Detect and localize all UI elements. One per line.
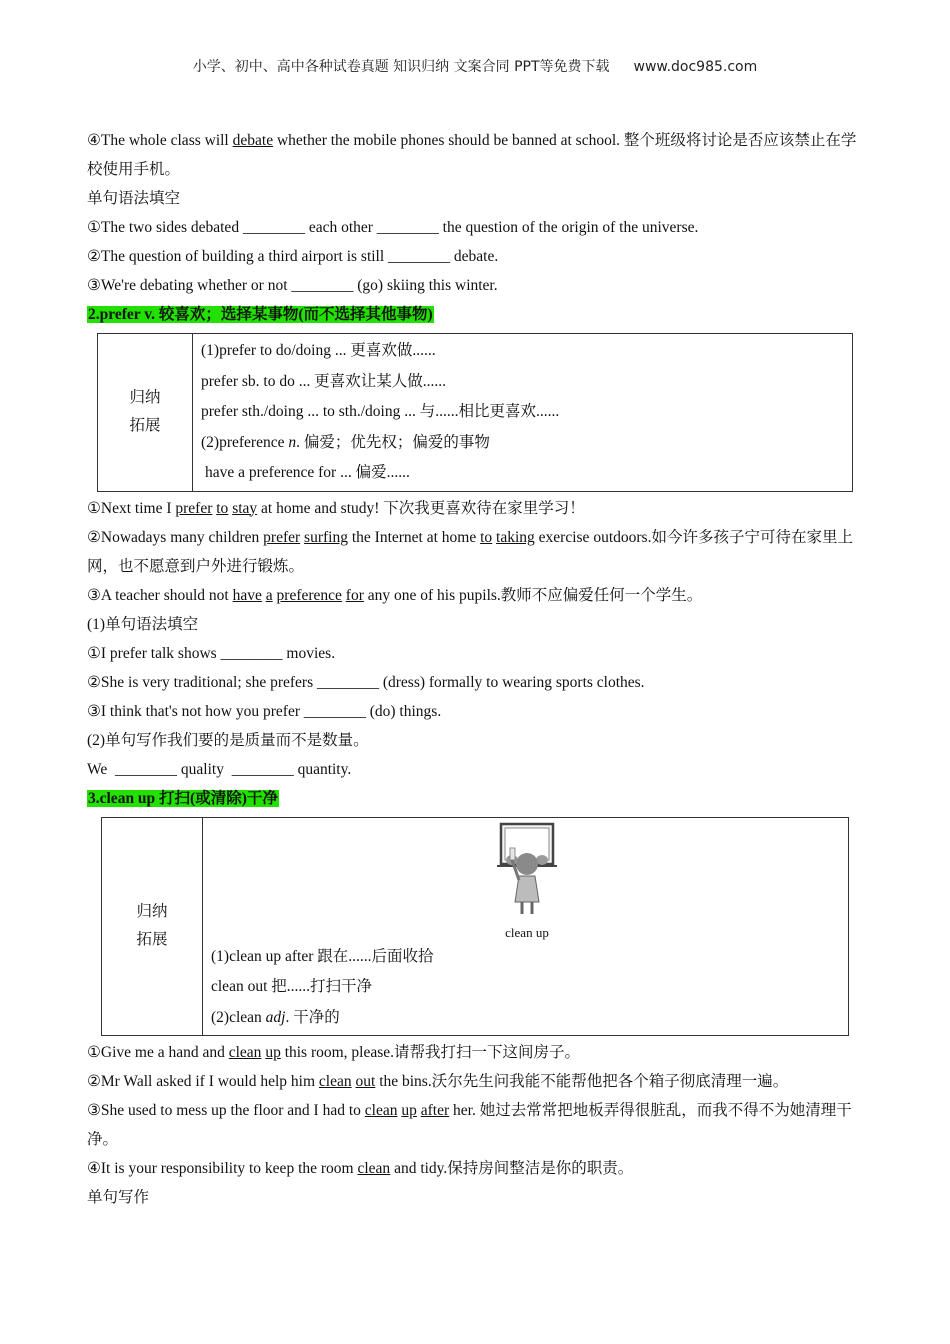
summary-row: (1)clean up after 跟在......后面收拾 [211, 947, 434, 965]
summary-row: clean out 把......打扫干净 [211, 978, 373, 995]
summary-row: have a preference for ... 偏爱...... [205, 464, 410, 481]
summary-row: prefer sth./doing ... to sth./doing ... 与......相比更喜欢...... [201, 403, 560, 420]
question-2-2: ②She is very traditional; she prefers ________ (dress) formally to wearing sports clothes. [87, 673, 645, 691]
example-2-2: ②Nowadays many children prefer surfing the Internet at home to taking exercise outdoors.如今许多孩子宁可待在家里上网，也不愿意到户外进行锻炼。 [87, 528, 853, 575]
section-title-prefer: 2.prefer v. 较喜欢；选择某事物(而不选择其他事物) [88, 306, 433, 323]
summary-label: 归纳 拓展 [102, 817, 203, 1036]
summary-row: (2)preference n. 偏爱；优先权；偏爱的事物 [201, 433, 490, 451]
question-1-2: ②The question of building a third airport is still ________ debate. [87, 248, 499, 265]
write-title-3: 单句写作 [87, 1189, 150, 1206]
girl-cleaning-window-icon [487, 818, 567, 918]
example-3-2: ②Mr Wall asked if I would help him clean out the bins.沃尔先生问我能不能帮他把各个箱子彻底清理一遍。 [87, 1073, 789, 1090]
write-title-2: (2)单句写作我们要的是质量而不是数量。 [87, 731, 369, 749]
fill-title-2: (1)单句语法填空 [87, 615, 199, 633]
summary-row: (1)prefer to do/doing ... 更喜欢做...... [201, 342, 436, 359]
clean-up-illustration [487, 818, 567, 940]
write-line-2: We ________ quality ________ quantity. [87, 760, 352, 778]
example-3-4: ④It is your responsibility to keep the room clean and tidy.保持房间整洁是你的职责。 [87, 1160, 634, 1177]
question-2-3: ③I think that's not how you prefer ________ (do) things. [87, 702, 442, 720]
example-2-1: ①Next time I prefer to stay at home and study! 下次我更喜欢待在家里学习！ [87, 499, 585, 517]
question-1-3: ③We're debating whether or not ________ (go) skiing this winter. [87, 277, 498, 294]
header-site: www.doc985.com [633, 59, 758, 75]
question-2-1: ①I prefer talk shows ________ movies. [87, 644, 336, 662]
example-2-3: ③A teacher should not have a preference for any one of his pupils.教师不应偏爱任何一个学生。 [87, 586, 703, 604]
summary-label: 归纳 拓展 [98, 334, 193, 492]
example-4-debate: ④The whole class will debate whether the mobile phones should be banned at school. 整个班级将讨论是否应该禁止在学校使用手机。 [87, 132, 857, 178]
clean-up-summary-table [101, 817, 849, 1037]
header-text: 小学、初中、高中各种试卷真题 知识归纳 文案合同 PPT等免费下载 [192, 59, 610, 75]
prefer-summary-table [97, 333, 853, 492]
question-1-1: ①The two sides debated ________ each other ________ the question of the origin of the universe. [87, 219, 699, 236]
section-title-clean-up: 3.clean up 打扫(或清除)干净 [88, 789, 278, 807]
document-body [87, 126, 867, 1212]
summary-body [193, 334, 853, 492]
page-header [0, 56, 950, 76]
summary-body [203, 817, 849, 1036]
fill-title-1: 单句语法填空 [87, 190, 181, 207]
example-3-1: ①Give me a hand and clean up this room, please.请帮我打扫一下这间房子。 [87, 1044, 581, 1061]
example-3-3: ③She used to mess up the floor and I had to clean up after her. 她过去常常把地板弄得很脏乱，而我不得不为她清理干净。 [87, 1102, 852, 1148]
illustration-caption: clean up [505, 924, 549, 940]
summary-row: prefer sb. to do ... 更喜欢让某人做...... [201, 372, 446, 390]
summary-row: (2)clean adj. 干净的 [211, 1008, 340, 1026]
